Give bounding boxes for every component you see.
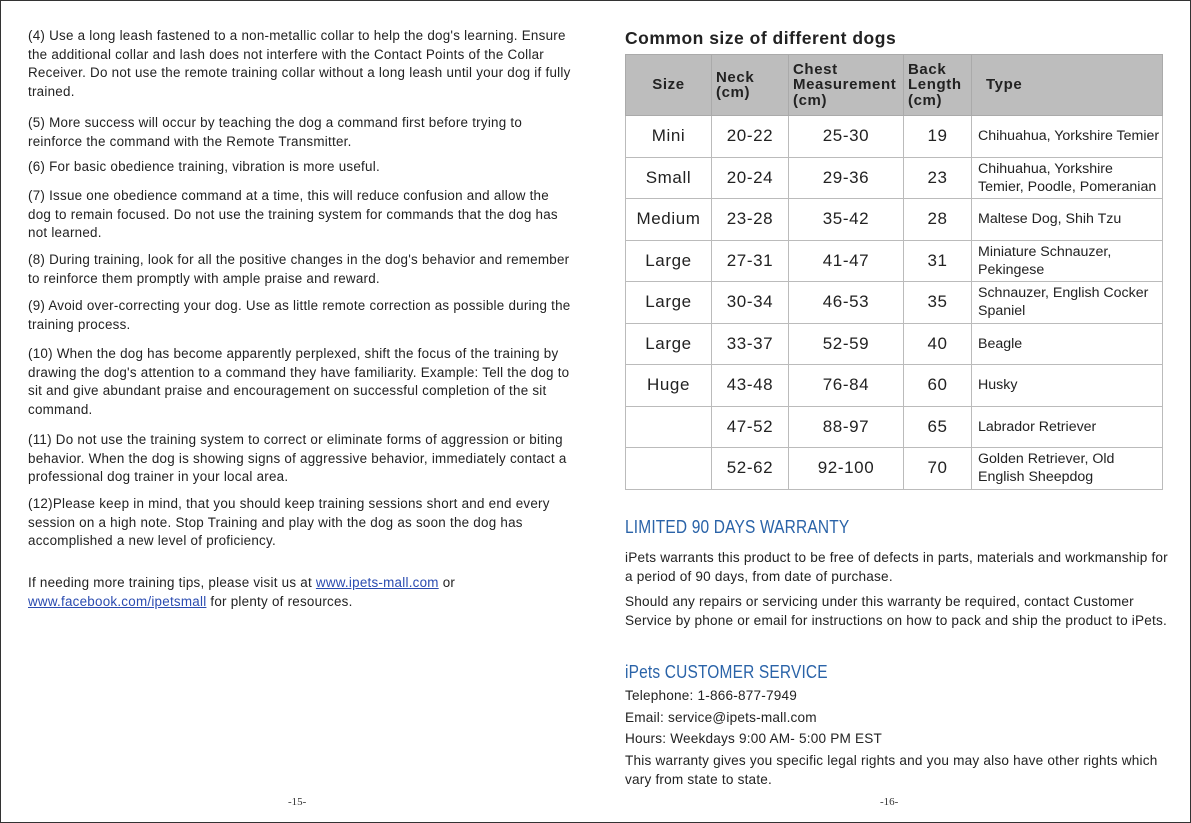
ipets-mall-link[interactable]: www.ipets-mall.com — [315, 575, 439, 590]
cell-neck: 20-22 — [712, 116, 789, 158]
cell-back: 23 — [904, 157, 972, 199]
cell-back: 19 — [904, 116, 972, 158]
cell-size: Mini — [626, 116, 712, 158]
tip-item-5 — [28, 114, 573, 151]
cell-size: Huge — [626, 365, 712, 407]
tip-text: (5) More success will occur by teaching the dog a command first before trying to reinforce the command with the Remote Transmitter. — [28, 115, 523, 149]
cell-chest: 52-59 — [789, 323, 904, 365]
header-back: Back Length (cm) — [904, 55, 972, 116]
cell-neck: 52-62 — [712, 448, 789, 490]
tip-item-10 — [28, 345, 573, 420]
cell-neck: 43-48 — [712, 365, 789, 407]
cell-chest: 29-36 — [789, 157, 904, 199]
warranty-para-2 — [625, 593, 1170, 630]
table-row — [626, 157, 1163, 199]
warranty-title: LIMITED 90 DAYS WARRANTY — [625, 517, 850, 537]
tips-prefix: If needing more training tips, please visit us at — [28, 575, 316, 590]
tip-item-9 — [28, 297, 573, 334]
cell-size: Large — [626, 282, 712, 324]
facebook-link[interactable]: www.facebook.com/ipetsmall — [28, 593, 207, 609]
cell-back: 35 — [904, 282, 972, 324]
tip-text: (9) Avoid over-correcting your dog. Use as little remote correction as possible during the training process. — [28, 298, 571, 332]
cell-back: 70 — [904, 448, 972, 490]
service-rights — [625, 752, 1170, 789]
cell-type: Schnauzer, English Cocker Spaniel — [972, 282, 1163, 324]
tip-item-4 — [28, 27, 573, 102]
cell-size — [626, 406, 712, 448]
rights-text: This warranty gives you specific legal rights and you may also have other rights which vary from state to state. — [625, 753, 1158, 787]
warranty-para-1 — [625, 549, 1170, 586]
cell-back: 60 — [904, 365, 972, 407]
table-row — [626, 116, 1163, 158]
warranty-text: iPets warrants this product to be free of defects in parts, materials and workmanship for a period of 90 days, from date of purchase. — [625, 550, 1168, 584]
warranty-text: Should any repairs or servicing under this warranty be required, contact Customer Service by phone or email for instructions on how to pack and ship the product to iPets. — [625, 594, 1168, 628]
dog-size-table — [625, 54, 1163, 490]
cell-chest: 35-42 — [789, 199, 904, 241]
service-telephone: Telephone: 1-866-877-7949 — [625, 688, 798, 703]
cell-chest: 46-53 — [789, 282, 904, 324]
cell-size: Medium — [626, 199, 712, 241]
tip-text: (8) During training, look for all the positive changes in the dog's behavior and remember to reinforce them promptly with ample praise and reward. — [28, 252, 570, 286]
tip-item-8 — [28, 251, 573, 288]
table-row — [626, 323, 1163, 365]
cell-back: 65 — [904, 406, 972, 448]
cell-size: Large — [626, 240, 712, 282]
header-size: Size — [626, 55, 712, 116]
tip-text: (4) Use a long leash fastened to a non-metallic collar to help the dog's learning. Ensure the additional collar and lash does not interfere with the Contact Points of the Collar Receiver. Do not use the remote training collar without a long leash until your dog if fully trained. — [28, 28, 571, 100]
tip-text: (6) For basic obedience training, vibration is more useful. — [28, 159, 380, 174]
cell-size: Large — [626, 323, 712, 365]
service-email: Email: service@ipets-mall.com — [625, 710, 817, 725]
cell-type: Labrador Retriever — [972, 406, 1163, 448]
tip-item-11 — [28, 431, 573, 487]
cell-chest: 88-97 — [789, 406, 904, 448]
table-row — [626, 282, 1163, 324]
cell-neck: 30-34 — [712, 282, 789, 324]
cell-type: Chihuahua, Yorkshire Temier, Poodle, Pomeranian — [972, 157, 1163, 199]
table-row — [626, 199, 1163, 241]
cell-size — [626, 448, 712, 490]
tip-item-7 — [28, 187, 573, 243]
table-header-row — [626, 55, 1163, 116]
cell-size: Small — [626, 157, 712, 199]
service-title: iPets CUSTOMER SERVICE — [625, 662, 828, 682]
cell-type: Golden Retriever, Old English Sheepdog — [972, 448, 1163, 490]
table-row — [626, 448, 1163, 490]
cell-chest: 41-47 — [789, 240, 904, 282]
tip-text: (12)Please keep in mind, that you should keep training sessions short and end every session on a high note. Stop Training and play with the dog as soon the dog has accomplished a new level of proficiency. — [28, 496, 550, 549]
header-type: Type — [972, 55, 1163, 116]
cell-type: Chihuahua, Yorkshire Temier — [972, 116, 1163, 158]
cell-type: Husky — [972, 365, 1163, 407]
service-hours: Hours: Weekdays 9:00 AM- 5:00 PM EST — [625, 731, 883, 746]
tip-item-6 — [28, 158, 573, 177]
table-row — [626, 240, 1163, 282]
cell-neck: 33-37 — [712, 323, 789, 365]
tip-text: (7) Issue one obedience command at a time, this will reduce confusion and allow the dog to remain focused. Do not use the training system for commands that the dog has not learned. — [28, 188, 558, 241]
cell-type: Miniature Schnauzer, Pekingese — [972, 240, 1163, 282]
left-page — [28, 0, 573, 823]
cell-neck: 20-24 — [712, 157, 789, 199]
more-tips — [28, 574, 573, 611]
table-row — [626, 406, 1163, 448]
header-chest: Chest Measurement (cm) — [789, 55, 904, 116]
page-number-right: -16- — [880, 796, 899, 808]
tips-suffix: for plenty of resources. — [206, 593, 353, 609]
right-page — [625, 0, 1168, 823]
cell-neck: 23-28 — [712, 199, 789, 241]
cell-neck: 27-31 — [712, 240, 789, 282]
table-title: Common size of different dogs — [625, 28, 897, 48]
tips-middle: or — [438, 575, 456, 590]
cell-neck: 47-52 — [712, 406, 789, 448]
cell-back: 40 — [904, 323, 972, 365]
page-number-left: -15- — [288, 796, 307, 808]
tip-item-12 — [28, 495, 573, 551]
table-row — [626, 365, 1163, 407]
cell-back: 31 — [904, 240, 972, 282]
cell-type: Maltese Dog, Shih Tzu — [972, 199, 1163, 241]
cell-type: Beagle — [972, 323, 1163, 365]
cell-chest: 92-100 — [789, 448, 904, 490]
tip-text: (11) Do not use the training system to correct or eliminate forms of aggression or biting behavior. When the dog is showing signs of aggressive behavior, immediately contact a professional dog trainer in your local area. — [28, 432, 567, 485]
cell-back: 28 — [904, 199, 972, 241]
cell-chest: 76-84 — [789, 365, 904, 407]
header-neck: Neck (cm) — [712, 55, 789, 116]
tip-text: (10) When the dog has become apparently perplexed, shift the focus of the training by drawing the dog's attention to a command they have familiarity. Example: Tell the dog to sit and give abundant praise and encouragement on successful completion of the sit command. — [28, 346, 570, 418]
cell-chest: 25-30 — [789, 116, 904, 158]
